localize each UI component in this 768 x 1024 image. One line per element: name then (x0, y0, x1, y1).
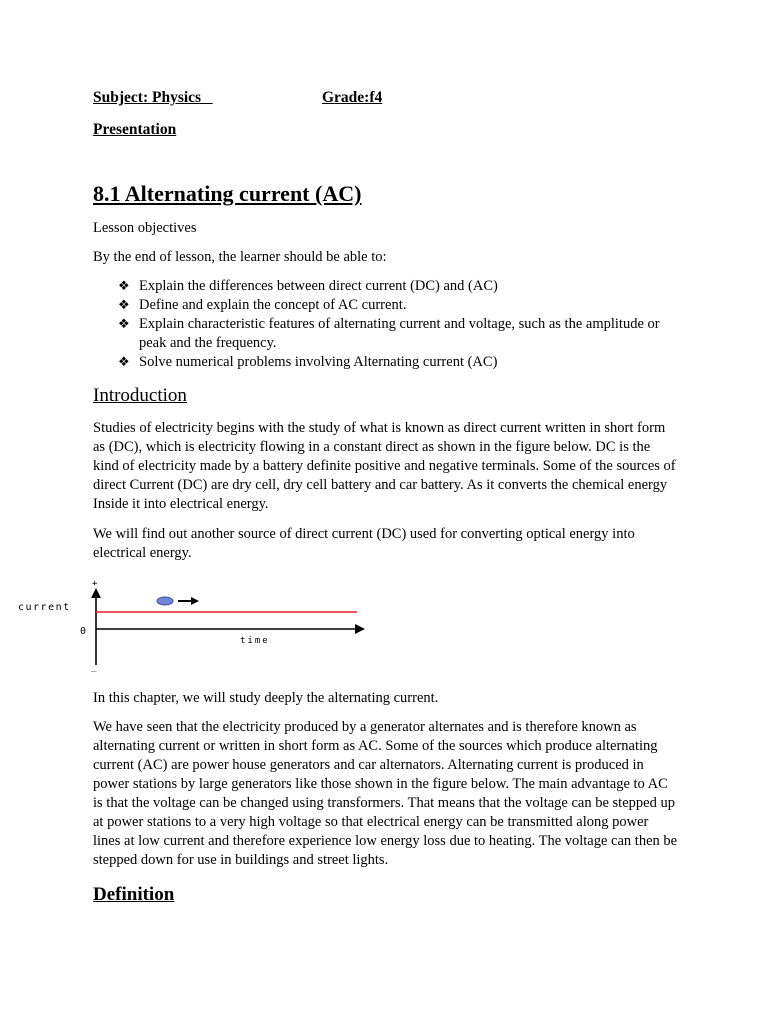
objective-item (118, 277, 678, 296)
diamond-bullet-icon: ❖ (118, 298, 130, 313)
objective-text: Define and explain the concept of AC current. (139, 297, 407, 313)
objective-text: Solve numerical problems involving Alternating current (AC) (139, 354, 498, 370)
definition-heading: Definition (93, 884, 175, 905)
subject-label: Subject: Physics (93, 89, 213, 106)
y-axis-label: current (18, 602, 71, 613)
objective-item (118, 315, 678, 353)
minus-label: _ (91, 663, 97, 673)
lesson-objectives-label: Lesson objectives (93, 220, 197, 236)
objective-text: Explain characteristic features of alternating current and voltage, such as the amplitude or peak and the frequency. (139, 316, 660, 351)
diamond-bullet-icon: ❖ (118, 279, 130, 294)
grade-label: Grade:f4 (322, 89, 383, 106)
electron-icon (157, 597, 173, 605)
objective-text: Explain the differences between direct current (DC) and (AC) (139, 278, 498, 294)
introduction-heading: Introduction (93, 385, 187, 406)
objectives-list (118, 277, 678, 372)
objective-item (118, 353, 678, 372)
y-axis-arrow-icon (91, 588, 101, 598)
x-axis-arrow-icon (355, 624, 365, 634)
intro-paragraph: We will find out another source of direct current (DC) used for converting optical energy into electrical energy. (93, 526, 635, 561)
chapter-paragraph: In this chapter, we will study deeply the alternating current. (93, 690, 439, 706)
chapter-paragraph: We have seen that the electricity produced by a generator alternates and is therefore known as alternating current or written in short form as AC. Some of the sources which produce alternating current (AC) are power house generators and car alternators. Alternating current is produced in power stations by large generators like those shown in the figure below. The main advantage to AC is that the voltage can be changed using transformers. That means that the voltage can be stepped up at power stations to a very high voltage so that electrical energy can be transmitted along power lines at low current and therefore experience low energy loss due to heating. The voltage can then be stepped down for use in buildings and street lights. (93, 719, 678, 868)
objectives-intro: By the end of lesson, the learner should be able to: (93, 249, 387, 265)
plus-label: + (92, 579, 98, 589)
diamond-bullet-icon: ❖ (118, 317, 130, 332)
presentation-label: Presentation (93, 121, 177, 138)
diamond-bullet-icon: ❖ (118, 355, 130, 370)
dc-current-figure (0, 575, 400, 675)
flow-arrow-icon (191, 597, 199, 605)
zero-label: 0 (80, 626, 87, 637)
objective-item (118, 296, 678, 315)
section-title: 8.1 Alternating current (AC) (93, 181, 362, 206)
x-axis-label: time (240, 636, 270, 646)
intro-paragraph: Studies of electricity begins with the study of what is known as direct current written in short form as (DC), which is electricity flowing in a constant direct as shown in the figure below. DC is the kind of electricity made by a battery definite positive and negative terminals. Some of the sources of direct Current (DC) are dry cell, dry cell battery and car battery. As it converts the chemical energy Inside it into electrical energy. (93, 420, 676, 512)
